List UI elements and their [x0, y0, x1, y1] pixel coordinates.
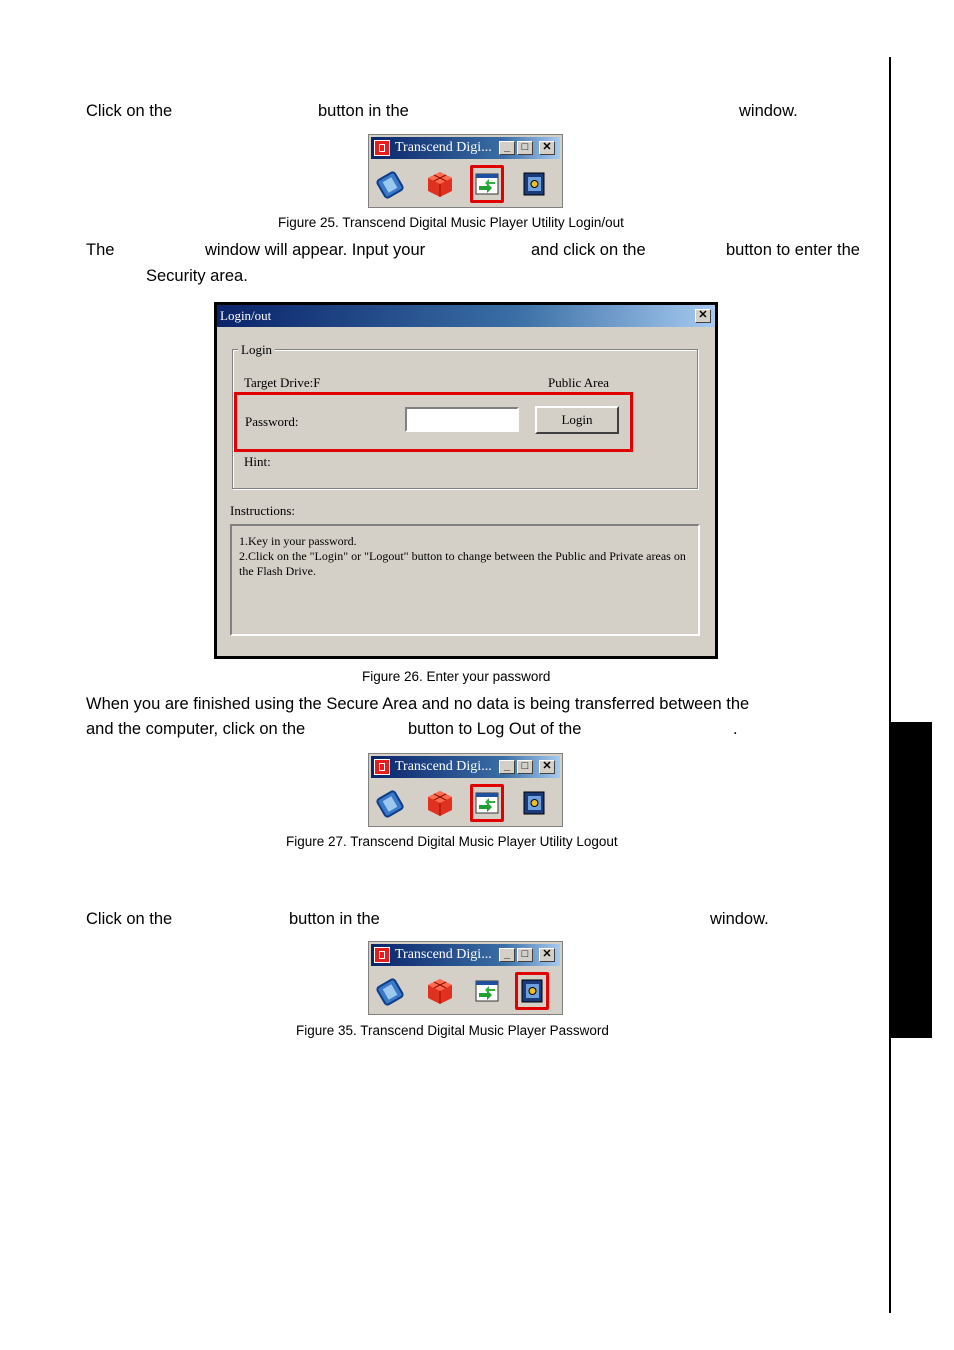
utility-window-fig25	[368, 134, 563, 208]
login-out-tool-button[interactable]	[470, 165, 504, 203]
area-label: Public Area	[548, 375, 610, 390]
figure25-caption: Figure 25. Transcend Digital Music Player Utility Login/out	[278, 215, 624, 230]
login-out-icon	[473, 789, 501, 817]
figure35-caption: Figure 35. Transcend Digital Music Player Password	[296, 1023, 609, 1038]
p1-text-c: window.	[739, 102, 798, 120]
app-icon	[374, 759, 390, 775]
p4-text-a: Click on the	[86, 910, 173, 928]
login-out-icon	[473, 170, 501, 198]
close-button[interactable]: ✕	[539, 948, 555, 962]
safe-tool-button[interactable]	[517, 165, 551, 203]
utility-titlebar	[371, 756, 560, 778]
app-icon	[374, 947, 390, 963]
blocks-icon	[425, 169, 455, 199]
p4-text-c: window.	[710, 910, 769, 928]
utility-titlebar	[371, 137, 560, 159]
safe-icon	[518, 977, 546, 1005]
utility-title: Transcend Digi...	[395, 759, 492, 774]
login-out-icon	[473, 977, 501, 1005]
safe-icon	[520, 170, 548, 198]
format-tool-button[interactable]	[423, 165, 457, 203]
blocks-icon	[425, 788, 455, 818]
figure27-caption: Figure 27. Transcend Digital Music Player Utility Logout	[286, 834, 618, 849]
figure26-caption: Figure 26. Enter your password	[362, 669, 551, 684]
safe-tool-button[interactable]	[515, 972, 549, 1010]
instruction-line: 1.Key in your password.	[239, 534, 357, 548]
login-button[interactable]: Login	[535, 406, 619, 434]
maximize-button[interactable]: □	[517, 948, 533, 962]
p1-text-a: Click on the	[86, 102, 173, 120]
page-margin-rule	[889, 57, 891, 1313]
format-tool-button[interactable]	[423, 784, 457, 822]
maximize-button[interactable]: □	[517, 760, 533, 774]
target-drive-label: Target Drive:F	[244, 375, 321, 390]
utility-window-fig35	[368, 941, 563, 1015]
lock-tool-button[interactable]	[374, 165, 408, 203]
chapter-tab	[891, 722, 932, 1038]
p3-text-c: .	[733, 720, 738, 738]
dialog-close-button[interactable]: ✕	[695, 309, 711, 323]
lock-icon	[376, 976, 406, 1006]
login-out-tool-button[interactable]	[470, 972, 504, 1010]
close-button[interactable]: ✕	[539, 141, 555, 155]
p3-text-b: button to Log Out of the	[408, 720, 582, 738]
p2-text-e: Security area.	[146, 267, 248, 285]
lock-tool-button[interactable]	[374, 972, 408, 1010]
maximize-button[interactable]: □	[517, 141, 533, 155]
instruction-line: 2.Click on the "Login" or "Logout" button to change between the Public and Private areas on	[239, 549, 686, 563]
p4-text-b: button in the	[289, 910, 380, 928]
lock-tool-button[interactable]	[374, 784, 408, 822]
dialog-titlebar	[217, 305, 715, 327]
minimize-button[interactable]: _	[499, 760, 515, 774]
p2-text-a: The	[86, 241, 115, 259]
minimize-button[interactable]: _	[499, 948, 515, 962]
p3-text-a: and the computer, click on the	[86, 720, 306, 738]
safe-tool-button[interactable]	[517, 784, 551, 822]
instruction-line: the Flash Drive.	[239, 564, 316, 578]
utility-window-fig27	[368, 753, 563, 827]
p2-text-c: and click on the	[531, 241, 646, 259]
utility-titlebar	[371, 944, 560, 966]
login-dialog	[214, 302, 718, 659]
p2-text-b: window will appear. Input your	[205, 241, 426, 259]
lock-icon	[376, 169, 406, 199]
p2-text-d: button to enter the	[726, 241, 860, 259]
blocks-icon	[425, 976, 455, 1006]
password-label: Password:	[245, 414, 299, 429]
dialog-title: Login/out	[220, 308, 272, 323]
utility-title: Transcend Digi...	[395, 140, 492, 155]
lock-icon	[376, 788, 406, 818]
safe-icon	[520, 789, 548, 817]
instructions-box	[230, 524, 700, 636]
p1-text-b: button in the	[318, 102, 409, 120]
password-input[interactable]	[405, 407, 519, 432]
login-out-tool-button[interactable]	[470, 784, 504, 822]
hint-label: Hint:	[244, 454, 271, 469]
minimize-button[interactable]: _	[499, 141, 515, 155]
close-button[interactable]: ✕	[539, 760, 555, 774]
instructions-label: Instructions:	[230, 503, 295, 518]
format-tool-button[interactable]	[423, 972, 457, 1010]
login-group-label: Login	[238, 342, 275, 358]
utility-title: Transcend Digi...	[395, 947, 492, 962]
p3-line1: When you are finished using the Secure Area and no data is being transferred between the	[86, 695, 750, 713]
app-icon	[374, 140, 390, 156]
